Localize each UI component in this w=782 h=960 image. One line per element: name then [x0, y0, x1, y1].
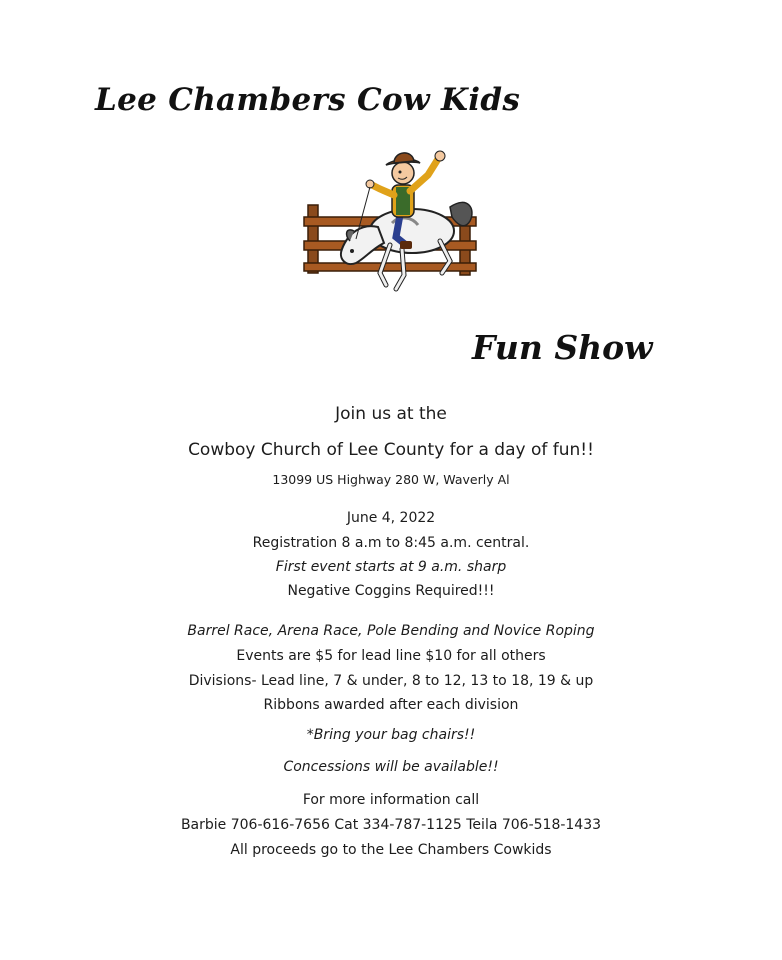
flyer-title: Lee Chambers Cow Kids [95, 82, 521, 118]
first-event-text: First event starts at 9 a.m. sharp [275, 559, 507, 575]
cowboy-kid-riding-horse-over-fence-icon [300, 145, 490, 300]
bring-chairs-text: *Bring your bag chairs!! [306, 727, 476, 743]
registration-text: Registration 8 a.m to 8:45 a.m. central. [252, 535, 530, 551]
fees-text: Events are $5 for lead line $10 for all others [236, 648, 546, 664]
fun-show-heading: Fun Show [472, 328, 653, 367]
events-text: Barrel Race, Arena Race, Pole Bending and Novice Roping [187, 623, 595, 639]
proceeds-text: All proceeds go to the Lee Chambers Cowkids [230, 842, 552, 858]
address-text: 13099 US Highway 280 W, Waverly Al [272, 472, 510, 487]
contacts-text: Barbie 706-616-7656 Cat 334-787-1125 Teila 706-518-1433 [180, 817, 602, 833]
date-text: June 4, 2022 [346, 510, 436, 526]
intro-text: Join us at the [335, 404, 447, 424]
venue-text: Cowboy Church of Lee County for a day of fun!! [188, 440, 594, 460]
coggins-text: Negative Coggins Required!!! [287, 583, 495, 599]
ribbons-text: Ribbons awarded after each division [263, 697, 519, 713]
more-info-text: For more information call [302, 792, 480, 808]
concessions-text: Concessions will be available!! [283, 759, 499, 775]
divisions-text: Divisions- Lead line, 7 & under, 8 to 12, 13 to 18, 19 & up [188, 673, 594, 689]
